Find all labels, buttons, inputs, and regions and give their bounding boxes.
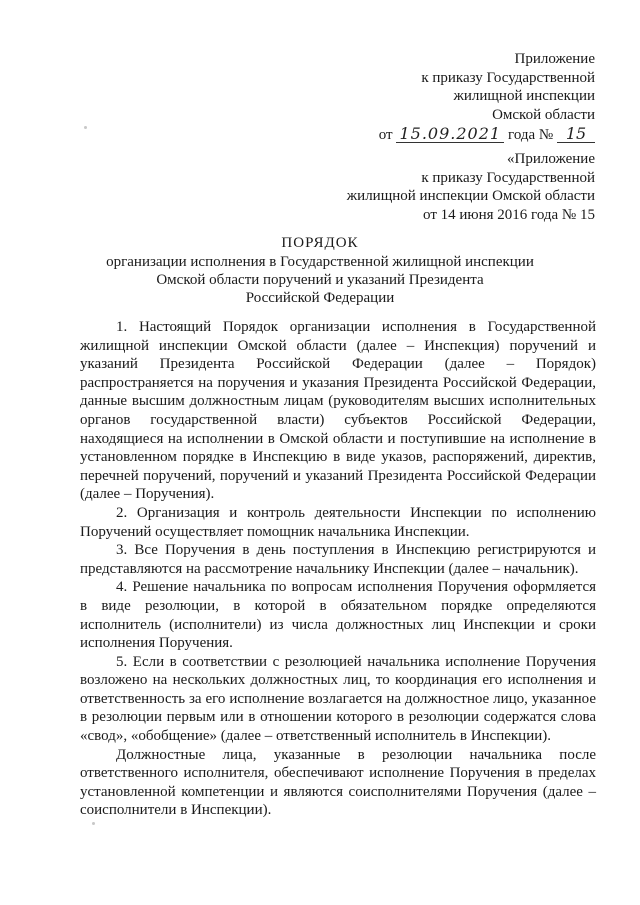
date-prefix: от <box>378 127 393 143</box>
paragraph-4: 4. Решение начальника по вопросам исполнения Поручения оформляется в виде резолюции, в которой в обязательном порядке определяются исполнитель (исполнители) из числа должностных лиц Инспекции и сроки исполнения Поручения. <box>80 579 596 652</box>
paragraph-3: 3. Все Поручения в день поступления в Инспекцию регистрируются и представляются на рассмотрение начальнику Инспекции (далее – начальник). <box>80 542 596 577</box>
appendix-line: Омской области <box>492 106 595 123</box>
appendix-header-original <box>347 150 595 224</box>
appendix-line: жилищной инспекции Омской области <box>346 188 595 204</box>
appendix-line: «Приложение <box>506 151 595 167</box>
paragraph-6: Должностные лица, указанные в резолюции начальника после ответственного исполнителя, обеспечивают исполнение Поручения в пределах установленной компетенции и являются соисполнителями Поручения (далее – соисполнители в Инспекции). <box>80 746 596 819</box>
subtitle-line: Российской Федерации <box>245 290 395 306</box>
scan-speck <box>84 126 87 129</box>
document-subtitle <box>90 253 550 307</box>
appendix-line: Приложение <box>514 51 595 67</box>
appendix-date-line <box>379 126 595 145</box>
appendix-line: от 14 июня 2016 года № 15 <box>423 206 595 223</box>
paragraph-5: 5. Если в соответствии с резолюцией начальника исполнение Поручения возложено на нескольких должностных лиц, то координация его исполнения и ответственность за его исполнение возлагается на должностное лицо, указанное в резолюции первым или в отношении которого в резолюции содержатся слова «свод», «обобщение» (далее – ответственный исполнитель в Инспекции). <box>80 653 596 745</box>
appendix-line: жилищной инспекции <box>453 88 595 104</box>
document-title: ПОРЯДОК <box>281 235 359 251</box>
appendix-line: к приказу Государственной <box>421 69 595 86</box>
appendix-line: к приказу Государственной <box>421 169 595 186</box>
paragraph-2: 2. Организация и контроль деятельности Инспекции по исполнению Поручений осуществляет помощник начальника Инспекции. <box>80 504 596 540</box>
scan-speck <box>92 822 95 825</box>
handwritten-date: 15.09.2021 <box>396 126 504 143</box>
subtitle-line: организации исполнения в Государственной жилищной инспекции <box>106 254 534 270</box>
handwritten-number: 15 <box>557 126 595 143</box>
date-mid: года № <box>508 127 554 143</box>
document-body <box>80 318 596 820</box>
appendix-header-amendment <box>379 50 595 145</box>
paragraph-1: 1. Настоящий Порядок организации исполнения в Государственной жилищной инспекции Омской области (далее – Инспекция) поручений и указаний Президента Российской Федерации (далее – Порядок) распространяется на поручения и указания Президента Российской Федерации, данные высшим должностным лицам (руководителям высших исполнительных органов государственной власти) субъектов Российской Федерации, находящиеся на исполнении в Омской области и поступившие на исполнение в установленном порядке в Инспекцию в виде указов, распоряжений, директив, перечней поручений, поручений и указаний Президента Российской Федерации (далее – Поручения). <box>80 319 596 503</box>
subtitle-line: Омской области поручений и указаний Президента <box>156 272 484 288</box>
